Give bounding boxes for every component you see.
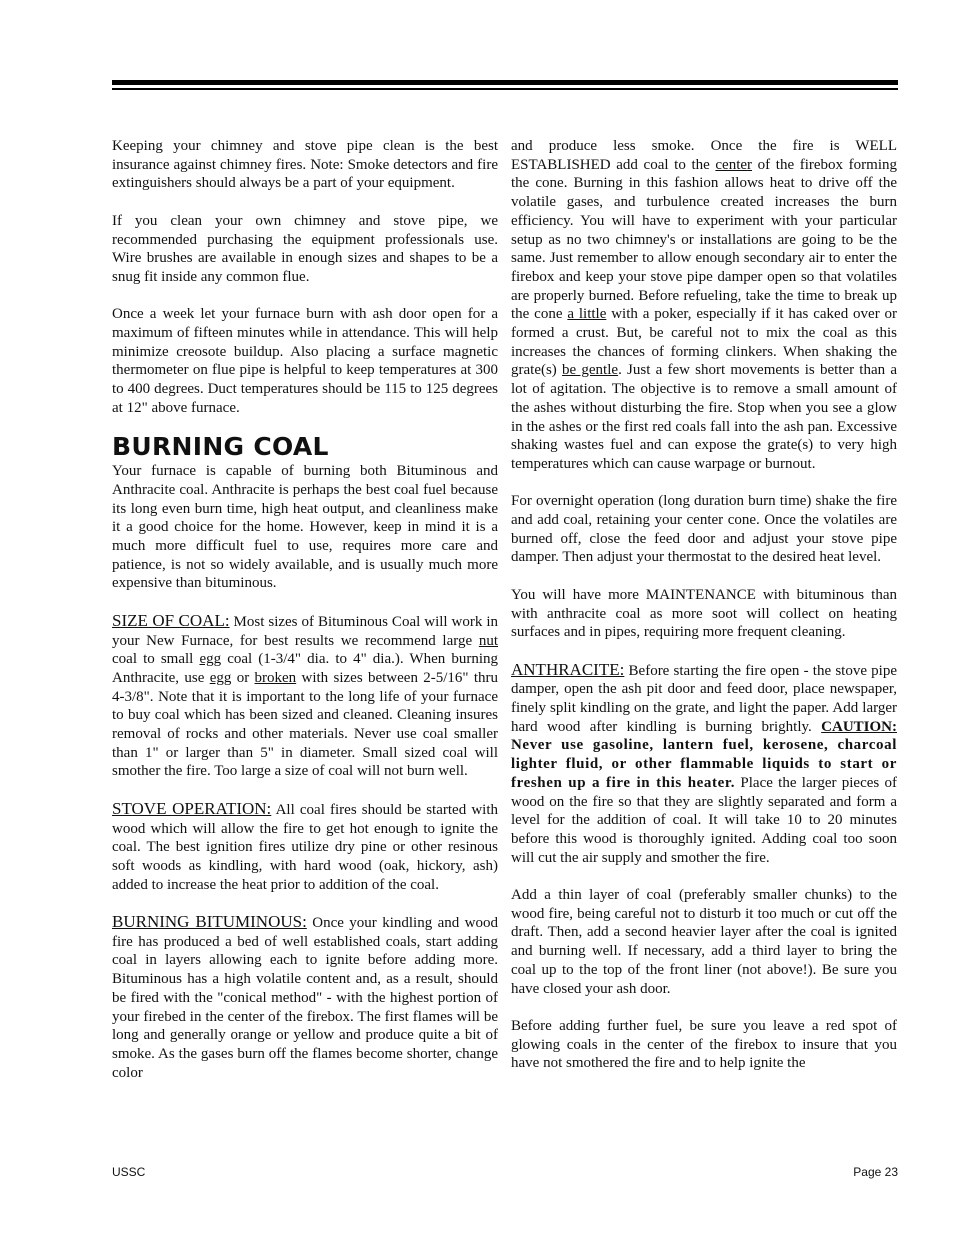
stove-operation-heading: STOVE OPERATION: xyxy=(112,798,272,818)
header-rule-thick xyxy=(112,80,898,85)
maintenance-paragraph: You will have more MAINTENANCE with bituminous than with anthracite coal as more soot will collect on heating surfaces and in pipes, requiring more frequent cleaning. xyxy=(511,586,897,641)
conical-text-1: and produce less smoke. Once the fire is WELL ESTABLISHED add coal to the xyxy=(511,138,897,173)
size-of-coal-heading: SIZE OF COAL: xyxy=(112,610,230,630)
size-broken: broken xyxy=(254,669,297,686)
caution-warning: Never use gasoline, lantern fuel, kerosene, charcoal lighter fluid, or other flammable liquids to start or freshen up a fire in this heater. xyxy=(511,737,897,791)
size-egg-2: egg xyxy=(209,669,232,686)
size-egg: egg xyxy=(199,651,222,668)
right-column xyxy=(511,137,897,1073)
conical-a-little: a little xyxy=(567,306,607,323)
anthracite-paragraph xyxy=(511,661,897,868)
coal-layer-paragraph: Add a thin layer of coal (preferably smaller chunks) to the wood fire, being careful not to disturb it too much or cut off the draft. Then, add a second heavier layer after the coal is ignited and burning well. If necessary, add a third layer to bring the coal up to the top of the front liner (not above!). Be sure you have closed your ash door. xyxy=(511,887,897,997)
overnight-paragraph: For overnight operation (long duration burn time) shake the fire and add coal, retaining your center cone. Once the volatiles are burned off, close the feed door and adjust your stove pipe damper. Then adjust your thermostat to the desired heat level. xyxy=(511,493,897,566)
conical-center: center xyxy=(715,156,753,173)
size-text-1: Most sizes of Bituminous Coal will work in your New Furnace, for best results we recommend large xyxy=(112,613,499,649)
burning-bituminous-heading: BURNING BITUMINOUS: xyxy=(112,912,307,932)
size-nut: nut xyxy=(478,632,498,649)
anthracite-heading: ANTHRACITE: xyxy=(511,659,625,679)
cleaning-paragraph: If you clean your own chimney and stove pipe, we recommended purchasing the equipment professionals use. Wire brushes are available in enough sizes and shapes to be a snug fit inside any common flue. xyxy=(112,212,498,285)
burning-bituminous-paragraph xyxy=(112,913,498,1082)
stove-operation-text: All coal fires should be started with wood which will allow the fire to get hot enough to ignite the coal. The best ignition fires utilize dry pine or other resinous soft woods as kindling, with hard wood (oak, hickory, ash) added to increase the heat prior to addition of the coal. xyxy=(112,801,498,893)
size-text-5: with sizes between 2-5/16" thru 4-3/8". Note that it is important to the long life of your furnace to buy coal which has been sized and cleaned. Cleaning insures removal of rocks and other materials. Never use coal smaller than 1" or larger than 5" in diameter. Small sized coal will smother the fire. Too large a size of coal will not burn well. xyxy=(112,669,499,780)
size-text-2: coal to small xyxy=(112,651,194,668)
conical-text-4: . Just a few short movements is better than a lot of agitation. The objective is to remove a small amount of the ashes without disturbing the fire. Stop when you see a glow in the ashes or the first red coals fall into the ash pan. Excessive shaking wastes fuel and can expose the grate(s) to very high temperatures which can cause warpage or burnout. xyxy=(511,362,898,472)
conical-be-gentle: be gentle xyxy=(562,362,619,379)
size-text-4: or xyxy=(236,669,250,686)
caution-label: CAUTION: xyxy=(821,718,898,735)
size-of-coal-paragraph xyxy=(112,612,498,781)
conical-method-paragraph xyxy=(511,137,897,474)
anthracite-text-2: Place the larger pieces of wood on the fire so that they are slightly separated and form a level for the addition of coal. It will take 10 to 20 minutes before this wood is thoroughly ignited. Adding coal too soon will cut the air supply and smother the fire. xyxy=(511,774,898,866)
stove-operation-paragraph xyxy=(112,800,498,895)
size-text-3: coal (1-3/4" dia. to 4" dia.). When burning Anthracite, use xyxy=(112,651,498,686)
conical-text-2: of the firebox forming the cone. Burning in this fashion allows heat to drive off the volatile gases, and turbulence created increases the burn efficiency. You will have to experiment with your particular setup as no two chimney's or installations are going to be the same. Just remember to allow enough secondary air to enter the firebox and keep your stove pipe damper open so that volatiles are properly burned. Before refueling, take the time to break up the cone xyxy=(511,156,897,323)
further-fuel-paragraph: Before adding further fuel, be sure you leave a red spot of glowing coals in the center of the firebox to insure that you have not smothered the fire and to help ignite the xyxy=(511,1017,897,1072)
weekly-burn-paragraph: Once a week let your furnace burn with ash door open for a maximum of fifteen minutes while in attendance. This will help minimize creosote buildup. Also placing a surface magnetic thermometer on flue pipe is helpful to keep temperatures at 300 to 400 degrees. Duct temperatures should be 115 to 125 degrees at 12" above furnace. xyxy=(112,306,498,416)
left-column xyxy=(112,137,498,1082)
chimney-paragraph: Keeping your chimney and stove pipe clean is the best insurance against chimney fires. Note: Smoke detectors and fire extinguishers should always be a part of your equipment. xyxy=(112,138,498,192)
conical-text-3: with a poker, especially if it has caked over or formed a crust. But, be careful not to mix the coal as this increases the chances of forming clinkers. When shaking the grate(s) xyxy=(511,306,898,379)
intro-paragraph: Your furnace is capable of burning both Bituminous and Anthracite coal. Anthracite is perhaps the best coal fuel because its long even burn time, high heat output, and cleanliness make it a good choice for the home. However, keep in mind it is a much more difficult fuel to use, requires more care and patience, is not so widely available, and is usually much more expensive than bituminous. xyxy=(112,463,498,592)
header-rule-thin xyxy=(112,88,898,90)
section-title: BURNING COAL xyxy=(112,431,329,461)
burning-bituminous-text: Once your kindling and wood fire has produced a bed of well established coals, start adding coal in layers allowing each to ignite before adding more. Bituminous has a high volatile content and, as a result, should be fired with the "conical method" - with the highest portion of your firebed in the center of the firebox. The first flames will be long and generally orange or yellow and produce quite a bit of smoke. As the gases burn off the flames become shorter, change color xyxy=(112,915,499,1081)
footer-company: USSC xyxy=(112,1165,146,1179)
footer-page-number: Page 23 xyxy=(853,1165,898,1179)
anthracite-text-1: Before starting the fire open - the stove pipe damper, open the ash pit door and feed door, place newspaper, finely split kindling on the grate, and light the paper. Add larger hard wood after kindling is burning brightly. xyxy=(511,662,897,735)
